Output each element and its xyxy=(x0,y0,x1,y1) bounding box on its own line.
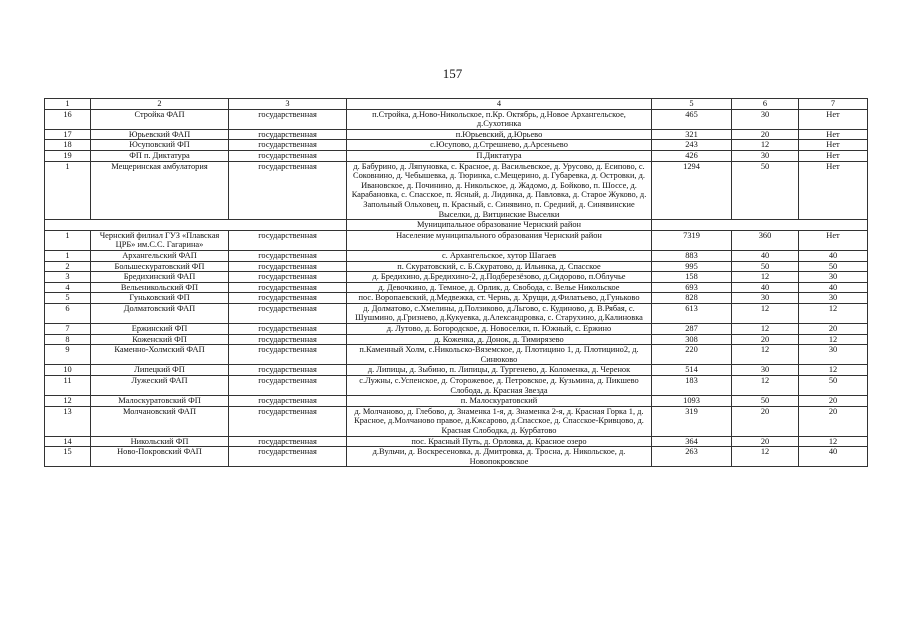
extra-value: Нет xyxy=(799,109,868,129)
population-count: 319 xyxy=(652,406,732,436)
population-count: 7319 xyxy=(652,230,732,250)
ownership-type: государственная xyxy=(229,406,347,436)
row-number: 19 xyxy=(45,150,91,161)
section-title: Муниципальное образование Чернский район xyxy=(347,220,652,231)
distance-value: 12 xyxy=(732,447,799,467)
facility-name: Ержинский ФП xyxy=(91,324,229,335)
population-count: 883 xyxy=(652,250,732,261)
section-spacer xyxy=(45,220,347,231)
column-header: 7 xyxy=(799,99,868,110)
population-count: 426 xyxy=(652,150,732,161)
population-count: 220 xyxy=(652,345,732,365)
ownership-type: государственная xyxy=(229,161,347,220)
served-settlements: с. Архангельское, хутор Шагаев xyxy=(347,250,652,261)
row-number: 1 xyxy=(45,230,91,250)
row-number: 9 xyxy=(45,345,91,365)
row-number: 10 xyxy=(45,365,91,376)
served-settlements: П.Диктатура xyxy=(347,150,652,161)
population-count: 158 xyxy=(652,272,732,283)
row-number: 5 xyxy=(45,293,91,304)
row-number: 3 xyxy=(45,272,91,283)
column-header: 4 xyxy=(347,99,652,110)
served-settlements: пос. Красный Путь, д. Орловка, д. Красное озеро xyxy=(347,436,652,447)
table-row xyxy=(45,406,868,436)
table-row xyxy=(45,250,868,261)
table-row xyxy=(45,150,868,161)
ownership-type: государственная xyxy=(229,129,347,140)
served-settlements: д. Молчаново, д. Глебово, д. Знаменка 1-я, д. Знаменка 2-я, д. Красная Горка 1, д. Красное, д.Молчаново правое, д.Кжсарово, д.Спасское, д. Спасское-Кривцово, д. Красная Слободка, д. Курбатово xyxy=(347,406,652,436)
ownership-type: государственная xyxy=(229,293,347,304)
population-count: 308 xyxy=(652,334,732,345)
served-settlements: п. Скуратовский, с. Б.Скуратово, д. Ильинка, д. Спасское xyxy=(347,261,652,272)
extra-value: 20 xyxy=(799,406,868,436)
table-row xyxy=(45,140,868,151)
facility-name: Архангельский ФАП xyxy=(91,250,229,261)
population-count: 263 xyxy=(652,447,732,467)
table-row xyxy=(45,436,868,447)
ownership-type: государственная xyxy=(229,447,347,467)
distance-value: 40 xyxy=(732,282,799,293)
population-count: 465 xyxy=(652,109,732,129)
facility-name: Чернский филиал ГУЗ «Плавская ЦРБ» им.С.С. Гагарина» xyxy=(91,230,229,250)
extra-value: 12 xyxy=(799,436,868,447)
served-settlements: д. Липицы, д. Зыбино, п. Липицы, д. Тургенево, д. Коломенка, д. Черенок xyxy=(347,365,652,376)
served-settlements: д. Лутово, д. Богородское, д. Новоселки, п. Южный, с. Ержино xyxy=(347,324,652,335)
row-number: 4 xyxy=(45,282,91,293)
extra-value: 20 xyxy=(799,396,868,407)
served-settlements: д. Бредихино, д.Бредихино-2, д.Подберезёзово, д.Сидорово, п.Облучье xyxy=(347,272,652,283)
table-row xyxy=(45,376,868,396)
ownership-type: государственная xyxy=(229,261,347,272)
distance-value: 30 xyxy=(732,109,799,129)
ownership-type: государственная xyxy=(229,376,347,396)
table-row xyxy=(45,334,868,345)
table-row xyxy=(45,272,868,283)
row-number: 7 xyxy=(45,324,91,335)
population-count: 613 xyxy=(652,303,732,323)
table-row xyxy=(45,324,868,335)
extra-value: 50 xyxy=(799,261,868,272)
page-number: 157 xyxy=(442,66,463,81)
facility-name: Никольский ФП xyxy=(91,436,229,447)
served-settlements: Население муниципального образования Чернский район xyxy=(347,230,652,250)
row-number: 6 xyxy=(45,303,91,323)
column-header: 5 xyxy=(652,99,732,110)
table-row xyxy=(45,109,868,129)
extra-value: 12 xyxy=(799,334,868,345)
row-number: 18 xyxy=(45,140,91,151)
column-header: 6 xyxy=(732,99,799,110)
row-number: 1 xyxy=(45,250,91,261)
ownership-type: государственная xyxy=(229,109,347,129)
ownership-type: государственная xyxy=(229,334,347,345)
ownership-type: государственная xyxy=(229,345,347,365)
extra-value: 12 xyxy=(799,303,868,323)
distance-value: 12 xyxy=(732,324,799,335)
ownership-type: государственная xyxy=(229,324,347,335)
population-count: 183 xyxy=(652,376,732,396)
extra-value: 40 xyxy=(799,447,868,467)
extra-value: Нет xyxy=(799,150,868,161)
served-settlements: п.Стройка, д.Ново-Никольское, п.Кр. Октябрь, д.Новое Архангельское, д.Сухотинка xyxy=(347,109,652,129)
table-row xyxy=(45,345,868,365)
distance-value: 20 xyxy=(732,334,799,345)
distance-value: 12 xyxy=(732,345,799,365)
served-settlements: д.Вульчи, д. Воскресеновка, д. Дмитровка, д. Тросна, д. Никольское, д. Новопокровское xyxy=(347,447,652,467)
facility-name: Долматовский ФАП xyxy=(91,303,229,323)
facility-name: Мещеринская амбулатория xyxy=(91,161,229,220)
ownership-type: государственная xyxy=(229,436,347,447)
facility-name: ФП п. Диктатура xyxy=(91,150,229,161)
distance-value: 12 xyxy=(732,140,799,151)
distance-value: 50 xyxy=(732,161,799,220)
section-row xyxy=(45,220,868,231)
population-count: 1294 xyxy=(652,161,732,220)
table-row xyxy=(45,129,868,140)
population-count: 321 xyxy=(652,129,732,140)
served-settlements: д. Бабурино, д. Ляпуновка, с. Красное, д. Васильевское, д. Урусово, д. Есипово, с. Соковнино, д. Чебышевка, д. Тюринка, с.Мещерино, д. Губаревка, д. Островки, д. Ивановское, д. Починино, д. Никольское, д. Жадомо, д. Бойково, п. Шоссе, д. Карабановка, с. Спасское, п. Ясный, д. Лидинка, д. Павловка, д. Старое Жуково, д. Запольный Ольховец, п. Красный, с. Синявино, п. Средний, д. Синявинские Выселки, д. Витцинские Выселки xyxy=(347,161,652,220)
extra-value: 40 xyxy=(799,250,868,261)
facility-name: Липецкий ФП xyxy=(91,365,229,376)
ownership-type: государственная xyxy=(229,140,347,151)
facility-name: Юрьевский ФАП xyxy=(91,129,229,140)
row-number: 8 xyxy=(45,334,91,345)
extra-value: 20 xyxy=(799,324,868,335)
served-settlements: п.Каменный Холм, с.Никольско-Вяземское, д. Плотицино 1, д. Плотицино2, д. Синюково xyxy=(347,345,652,365)
population-count: 995 xyxy=(652,261,732,272)
ownership-type: государственная xyxy=(229,272,347,283)
distance-value: 12 xyxy=(732,376,799,396)
ownership-type: государственная xyxy=(229,396,347,407)
column-header: 3 xyxy=(229,99,347,110)
served-settlements: пос. Воропаевский, д.Медвежка, ст. Чернь, д. Хрущи, д.Филатьево, д.Гуньково xyxy=(347,293,652,304)
extra-value: Нет xyxy=(799,230,868,250)
extra-value: 50 xyxy=(799,376,868,396)
distance-value: 20 xyxy=(732,129,799,140)
facility-name: Лужеский ФАП xyxy=(91,376,229,396)
facility-name: Каменно-Холмский ФАП xyxy=(91,345,229,365)
distance-value: 30 xyxy=(732,293,799,304)
facility-name: Молчановский ФАП xyxy=(91,406,229,436)
extra-value: 40 xyxy=(799,282,868,293)
extra-value: Нет xyxy=(799,140,868,151)
distance-value: 360 xyxy=(732,230,799,250)
facility-name: Юсуповский ФП xyxy=(91,140,229,151)
extra-value: Нет xyxy=(799,129,868,140)
table-row xyxy=(45,161,868,220)
table-row xyxy=(45,303,868,323)
distance-value: 12 xyxy=(732,303,799,323)
distance-value: 20 xyxy=(732,436,799,447)
extra-value: Нет xyxy=(799,161,868,220)
extra-value: 30 xyxy=(799,272,868,283)
header-row xyxy=(45,99,868,110)
column-header: 1 xyxy=(45,99,91,110)
row-number: 1 xyxy=(45,161,91,220)
ownership-type: государственная xyxy=(229,365,347,376)
population-count: 828 xyxy=(652,293,732,304)
table-row xyxy=(45,365,868,376)
column-header: 2 xyxy=(91,99,229,110)
served-settlements: п. Малоскуратовский xyxy=(347,396,652,407)
extra-value: 12 xyxy=(799,365,868,376)
served-settlements: с.Юсупово, д.Стрешнево, д.Арсеньево xyxy=(347,140,652,151)
extra-value: 30 xyxy=(799,345,868,365)
facility-name: Стройка ФАП xyxy=(91,109,229,129)
table-row xyxy=(45,396,868,407)
ownership-type: государственная xyxy=(229,150,347,161)
distance-value: 50 xyxy=(732,261,799,272)
facility-name: Коженский ФП xyxy=(91,334,229,345)
table-row xyxy=(45,282,868,293)
row-number: 11 xyxy=(45,376,91,396)
distance-value: 12 xyxy=(732,272,799,283)
table-row xyxy=(45,261,868,272)
facility-name: Ново-Покровский ФАП xyxy=(91,447,229,467)
population-count: 243 xyxy=(652,140,732,151)
facility-name: Большескуратовский ФП xyxy=(91,261,229,272)
section-spacer xyxy=(652,220,868,231)
facilities-table xyxy=(44,98,868,467)
population-count: 287 xyxy=(652,324,732,335)
table-row xyxy=(45,230,868,250)
table-row xyxy=(45,447,868,467)
row-number: 17 xyxy=(45,129,91,140)
row-number: 15 xyxy=(45,447,91,467)
row-number: 16 xyxy=(45,109,91,129)
facility-name: Малоскуратовский ФП xyxy=(91,396,229,407)
population-count: 364 xyxy=(652,436,732,447)
ownership-type: государственная xyxy=(229,282,347,293)
ownership-type: государственная xyxy=(229,303,347,323)
served-settlements: д. Долматово, с.Хмелины, д.Ползиково, д.Льгово, с. Кудиново, д. В.Рябая, с. Шушмино, д.Гризнево, д.Кукуевка, д.Александровка, с. Старухино, д.Калиновка xyxy=(347,303,652,323)
row-number: 14 xyxy=(45,436,91,447)
served-settlements: д. Коженка, д. Донок, д. Тимирязево xyxy=(347,334,652,345)
extra-value: 30 xyxy=(799,293,868,304)
row-number: 2 xyxy=(45,261,91,272)
table-row xyxy=(45,293,868,304)
distance-value: 20 xyxy=(732,406,799,436)
ownership-type: государственная xyxy=(229,230,347,250)
facility-name: Гуньковский ФП xyxy=(91,293,229,304)
population-count: 514 xyxy=(652,365,732,376)
ownership-type: государственная xyxy=(229,250,347,261)
served-settlements: п.Юрьевский, д.Юрьево xyxy=(347,129,652,140)
facility-name: Вельеникольский ФП xyxy=(91,282,229,293)
distance-value: 40 xyxy=(732,250,799,261)
population-count: 693 xyxy=(652,282,732,293)
distance-value: 30 xyxy=(732,365,799,376)
population-count: 1093 xyxy=(652,396,732,407)
served-settlements: с.Лужны, с.Успенское, д. Сторожевое, д. Петровское, д. Кузьмина, д. Пикшево Слобода, д. Красная Звезда xyxy=(347,376,652,396)
facility-name: Бредихинский ФАП xyxy=(91,272,229,283)
row-number: 12 xyxy=(45,396,91,407)
served-settlements: д. Девочкино, д. Темное, д. Орлик, д. Свобода, с. Велье Никольское xyxy=(347,282,652,293)
distance-value: 50 xyxy=(732,396,799,407)
distance-value: 30 xyxy=(732,150,799,161)
row-number: 13 xyxy=(45,406,91,436)
